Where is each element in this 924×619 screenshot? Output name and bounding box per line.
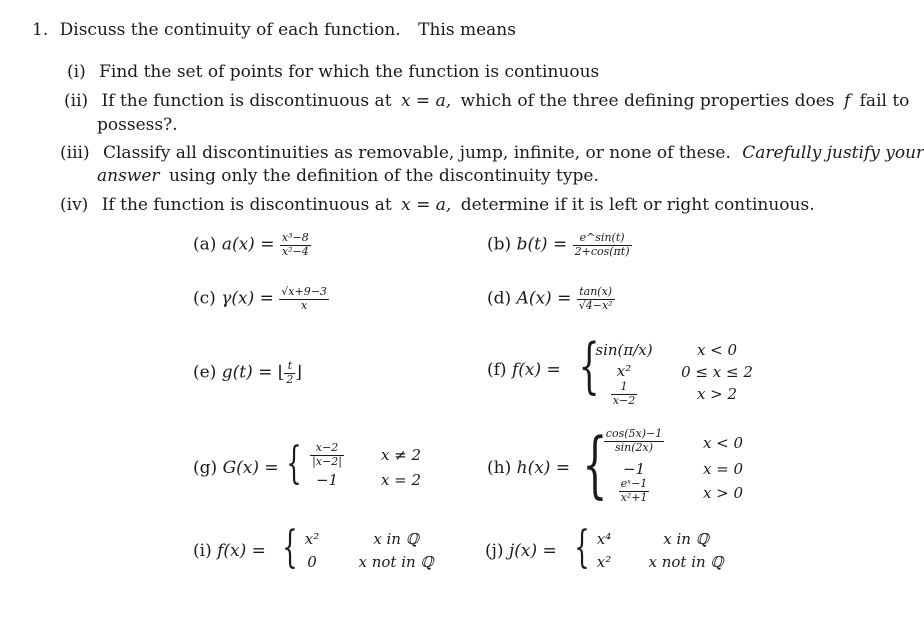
case-cond: x in ℚ (373, 530, 419, 548)
task-ii-cont (97, 115, 178, 135)
case-expr: x² (304, 530, 320, 548)
case-fraction (598, 428, 670, 454)
function-lhs: j(x) = (508, 541, 557, 561)
function-lhs: f(x) = (511, 360, 561, 380)
numerator: t (284, 360, 295, 374)
function-label: (g) (193, 458, 218, 478)
fraction (279, 286, 329, 312)
function-j (485, 541, 557, 561)
numerator: x−2 (310, 442, 344, 456)
task-text-a: If the function is discontinuous at (101, 91, 392, 111)
function-label: (j) (485, 541, 504, 561)
case-fraction (594, 381, 654, 407)
task-text-d: possess?. (97, 115, 178, 135)
case-expr: 0 (307, 553, 317, 571)
denominator: x (301, 298, 308, 312)
task-text-b: which of the three defining properties does (460, 91, 835, 111)
fraction (284, 360, 295, 386)
case-expr: x² (616, 362, 632, 380)
case-cond: x = 0 (702, 460, 744, 478)
denominator: x−2 (612, 393, 636, 407)
task-iv (60, 195, 815, 215)
function-lhs: g(t) = (221, 362, 273, 383)
function-label: (i) (193, 541, 212, 561)
problem-number: 1. (32, 20, 49, 40)
function-d (487, 286, 615, 312)
denominator: x²+1 (620, 490, 648, 504)
function-b (487, 232, 632, 258)
case-cond: x in ℚ (663, 530, 709, 548)
case-cond: x < 0 (696, 341, 738, 359)
function-label: (h) (487, 458, 512, 478)
fraction (573, 232, 632, 258)
numerator: eˣ−1 (619, 478, 650, 492)
case-fraction (598, 478, 670, 504)
denominator: 2 (286, 372, 294, 386)
denominator: √4−x² (578, 298, 613, 312)
fraction (280, 232, 311, 258)
problem-intro-tail: This means (418, 20, 516, 40)
task-label: (ii) (64, 91, 89, 111)
function-label: (c) (193, 288, 216, 309)
function-lhs: h(x) = (516, 458, 571, 478)
function-label: (e) (193, 362, 217, 383)
task-iii (60, 143, 924, 163)
case-cond: x > 2 (696, 385, 738, 403)
numerator: cos(5x)−1 (605, 427, 663, 440)
function-lhs: γ(x) = (221, 288, 274, 309)
function-lhs: A(x) = (516, 288, 572, 309)
task-text-b: determine if it is left or right continuous. (460, 195, 815, 215)
case-expr: −1 (315, 471, 339, 489)
numerator: tan(x) (577, 286, 615, 300)
numerator: √x+9−3 (281, 285, 327, 298)
brace-icon: { (578, 331, 600, 401)
function-label: (a) (193, 234, 217, 255)
numerator: x³−8 (281, 231, 309, 244)
function-lhs: G(x) = (222, 458, 279, 478)
case-expr: x⁴ (596, 530, 612, 548)
function-h (487, 458, 570, 478)
task-label: (iii) (60, 143, 90, 163)
denominator: x²−4 (281, 244, 309, 258)
function-f (487, 360, 561, 380)
case-expr: x² (596, 553, 612, 571)
task-f: f (843, 91, 851, 111)
fraction (577, 286, 615, 312)
case-cond: x ≠ 2 (380, 446, 422, 464)
task-text-a: Classify all discontinuities as removable, jump, infinite, or none of these. (102, 143, 731, 163)
floor-left-icon: ⌊ (277, 362, 285, 383)
brace-icon: { (282, 522, 298, 573)
function-lhs: a(x) = (221, 234, 275, 255)
function-label: (b) (487, 234, 512, 255)
denominator: sin(2x) (614, 440, 654, 454)
task-text-c: fail to (859, 91, 910, 111)
function-label: (f) (487, 360, 507, 380)
floor-right-icon: ⌋ (295, 362, 303, 383)
task-label: (i) (67, 62, 86, 82)
function-g (193, 458, 279, 478)
case-expr: −1 (622, 460, 646, 478)
function-lhs: b(t) = (516, 234, 568, 255)
function-lhs: f(x) = (217, 541, 266, 561)
brace-icon: { (574, 522, 590, 573)
task-i (67, 62, 599, 82)
task-ii (64, 91, 909, 111)
task-emph-a: Carefully justify your (742, 143, 924, 163)
task-cond: x = a, (401, 195, 452, 215)
case-cond: x = 2 (380, 471, 422, 489)
case-cond: x not in ℚ (358, 553, 434, 571)
problem-heading (32, 20, 516, 40)
numerator: e^sin(t) (573, 232, 632, 246)
case-fraction (300, 442, 354, 468)
case-cond: x not in ℚ (648, 553, 724, 571)
task-text-a: If the function is discontinuous at (101, 195, 392, 215)
case-cond: x < 0 (702, 434, 744, 452)
denominator: |x−2| (312, 454, 342, 468)
function-a (193, 232, 311, 258)
function-i (193, 541, 266, 561)
task-iii-cont (97, 166, 599, 186)
numerator: 1 (611, 381, 637, 395)
task-text: Find the set of points for which the function is continuous (99, 62, 600, 82)
task-text-b: using only the definition of the discontinuity type. (168, 166, 599, 186)
case-cond: 0 ≤ x ≤ 2 (681, 363, 753, 381)
function-c (193, 286, 329, 312)
problem-intro: Discuss the continuity of each function. (59, 20, 401, 40)
case-expr: sin(π/x) (595, 341, 653, 359)
brace-icon: { (286, 438, 302, 489)
brace-icon: { (582, 422, 608, 506)
task-emph-b: answer (97, 166, 160, 186)
function-e (193, 360, 302, 386)
denominator: 2+cos(πt) (574, 244, 630, 258)
task-cond: x = a, (400, 91, 452, 111)
case-cond: x > 0 (702, 484, 744, 502)
task-label: (iv) (60, 195, 89, 215)
function-label: (d) (487, 288, 512, 309)
